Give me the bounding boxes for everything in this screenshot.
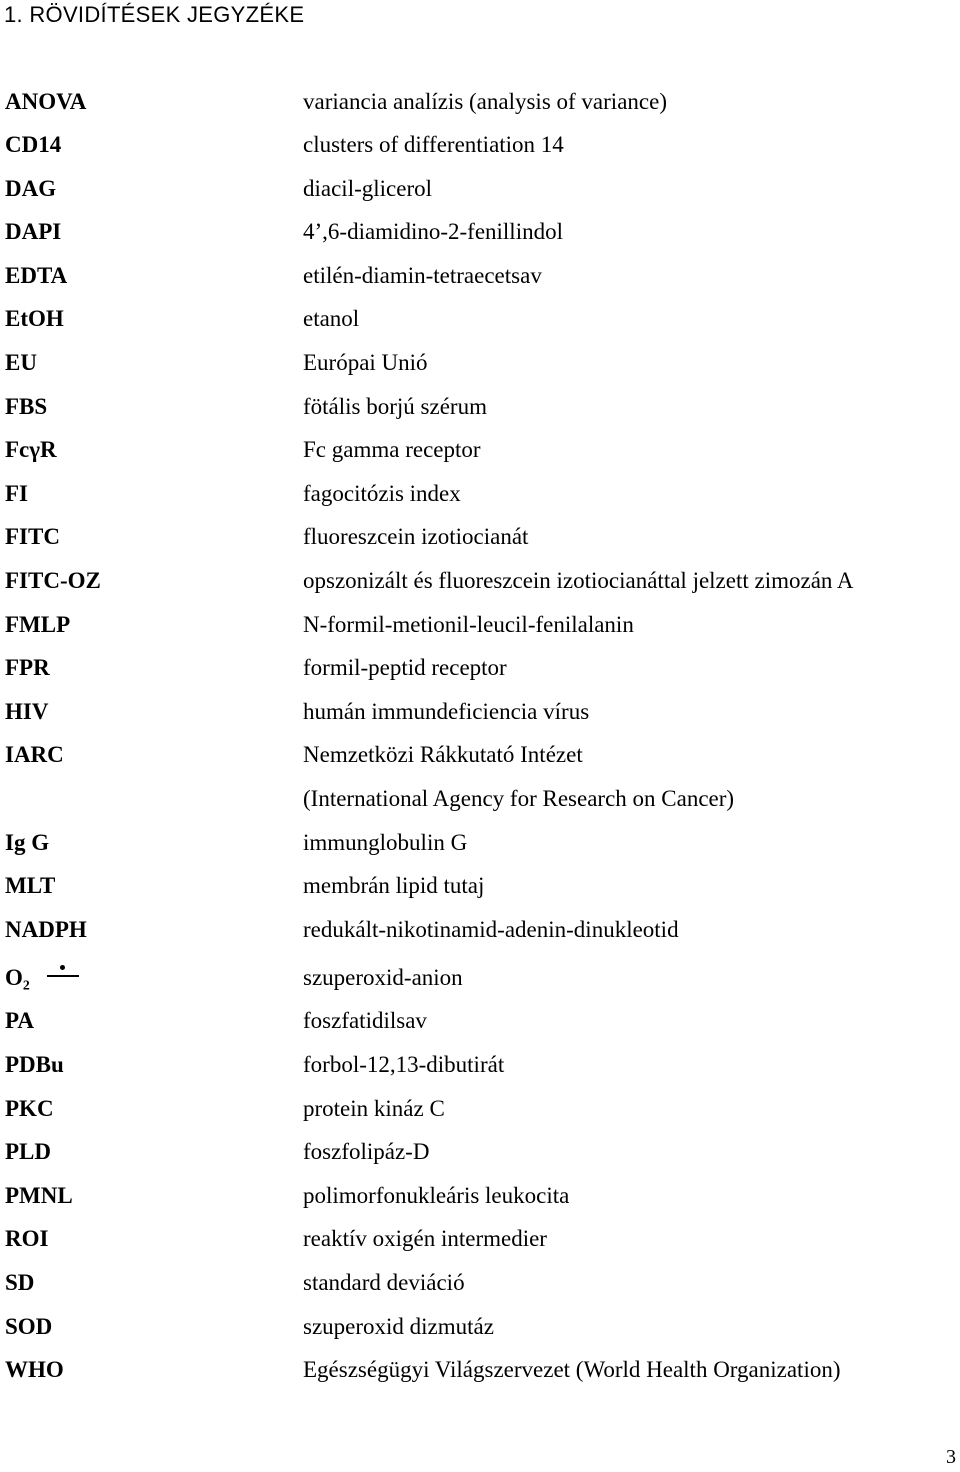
abbreviation-meaning: foszfatidilsav xyxy=(303,1008,427,1033)
list-item xyxy=(0,256,960,296)
abbreviation-meaning: szuperoxid dizmutáz xyxy=(303,1314,494,1339)
abbreviation-meaning: Európai Unió xyxy=(303,350,428,375)
list-item xyxy=(0,1176,960,1216)
list-item xyxy=(0,1132,960,1172)
list-item xyxy=(0,692,960,732)
abbreviation: PA xyxy=(5,1008,34,1033)
abbreviation: EtOH xyxy=(5,306,64,331)
abbreviation-meaning: (International Agency for Research on Cancer) xyxy=(303,786,735,811)
abbreviation-meaning: humán immundeficiencia vírus xyxy=(303,699,590,724)
abbreviation: PDBu xyxy=(5,1052,64,1077)
abbreviation: ROI xyxy=(5,1226,49,1251)
abbreviation: SD xyxy=(5,1270,35,1295)
list-item xyxy=(0,1350,960,1390)
abbreviation: DAG xyxy=(5,176,57,201)
abbreviation: EDTA xyxy=(5,263,68,288)
abbreviation: PKC xyxy=(5,1096,54,1121)
list-item xyxy=(0,474,960,514)
list-item xyxy=(0,82,960,122)
abbreviation-meaning: clusters of differentiation 14 xyxy=(303,132,564,157)
abbreviation-meaning: etanol xyxy=(303,306,360,331)
abbreviation: PMNL xyxy=(5,1183,73,1208)
list-item xyxy=(0,212,960,252)
list-item xyxy=(0,387,960,427)
abbreviation: EU xyxy=(5,350,37,375)
abbreviation-meaning: diacil-glicerol xyxy=(303,176,432,201)
abbreviation: HIV xyxy=(5,699,49,724)
abbreviation-meaning: variancia analízis (analysis of variance) xyxy=(303,89,667,114)
list-item xyxy=(0,561,960,601)
abbreviation: Ig G xyxy=(5,830,50,855)
list-item xyxy=(0,343,960,383)
abbreviation-meaning: N-formil-metionil-leucil-fenilalanin xyxy=(303,612,634,637)
list-item xyxy=(0,430,960,470)
abbreviation-meaning: etilén-diamin-tetraecetsav xyxy=(303,263,542,288)
list-item xyxy=(0,823,960,863)
abbreviation: NADPH xyxy=(5,917,87,942)
abbreviation-meaning: immunglobulin G xyxy=(303,830,468,855)
abbreviation: PLD xyxy=(5,1139,51,1164)
abbreviation-meaning: formil-peptid receptor xyxy=(303,655,507,680)
abbreviation-meaning: membrán lipid tutaj xyxy=(303,873,485,898)
abbreviation-meaning: Egészségügyi Világszervezet (World Health Organization) xyxy=(303,1357,841,1382)
abbreviation-meaning: opszonizált és fluoreszcein izotiocianáttal jelzett zimozán A xyxy=(303,568,854,593)
abbreviation-meaning: fluoreszcein izotiocianát xyxy=(303,524,529,549)
page-number: 3 xyxy=(946,1446,956,1468)
abbreviation: FITC-OZ xyxy=(5,568,101,593)
list-item xyxy=(0,958,960,998)
list-item xyxy=(0,1001,960,1041)
list-item xyxy=(0,735,960,775)
abbreviation: DAPI xyxy=(5,219,62,244)
list-item xyxy=(0,299,960,339)
list-item xyxy=(0,517,960,557)
list-item xyxy=(0,910,960,950)
abbreviation: FBS xyxy=(5,394,48,419)
list-item xyxy=(0,648,960,688)
list-item xyxy=(0,1307,960,1347)
abbreviation: FPR xyxy=(5,655,50,680)
list-item xyxy=(0,866,960,906)
abbreviation-meaning: polimorfonukleáris leukocita xyxy=(303,1183,570,1208)
abbreviation: CD14 xyxy=(5,132,62,157)
abbreviation-meaning: fagocitózis index xyxy=(303,481,461,506)
abbreviation: ANOVA xyxy=(5,89,87,114)
abbreviation-meaning: protein kináz C xyxy=(303,1096,445,1121)
abbreviation-meaning: szuperoxid-anion xyxy=(303,965,463,990)
abbreviation-meaning: foszfolipáz-D xyxy=(303,1139,430,1164)
abbreviation: O₂ xyxy=(5,965,30,990)
abbreviation: FcγR xyxy=(5,437,57,462)
list-item xyxy=(0,779,960,819)
abbreviation: SOD xyxy=(5,1314,53,1339)
page-title: 1. RÖVIDÍTÉSEK JEGYZÉKE xyxy=(4,2,305,27)
abbreviation-meaning: 4’,6-diamidino-2-fenillindol xyxy=(303,219,563,244)
list-item xyxy=(0,1045,960,1085)
abbreviation-meaning: standard deviáció xyxy=(303,1270,465,1295)
abbreviation: FMLP xyxy=(5,612,71,637)
abbreviation-meaning: Nemzetközi Rákkutató Intézet xyxy=(303,742,583,767)
list-item xyxy=(0,605,960,645)
list-item xyxy=(0,125,960,165)
abbreviation: IARC xyxy=(5,742,64,767)
abbreviation: FI xyxy=(5,481,28,506)
abbreviation-meaning: Fc gamma receptor xyxy=(303,437,481,462)
list-item xyxy=(0,1219,960,1259)
abbreviation-meaning: reaktív oxigén intermedier xyxy=(303,1226,547,1251)
list-item xyxy=(0,1089,960,1129)
abbreviation-meaning: forbol-12,13-dibutirát xyxy=(303,1052,505,1077)
abbreviation: MLT xyxy=(5,873,56,898)
list-item xyxy=(0,1263,960,1303)
abbreviation-meaning: fötális borjú szérum xyxy=(303,394,487,419)
radical-dot-icon xyxy=(45,961,81,985)
abbreviation-meaning: redukált-nikotinamid-adenin-dinukleotid xyxy=(303,917,679,942)
abbreviation: WHO xyxy=(5,1357,64,1382)
list-item xyxy=(0,169,960,209)
abbreviation: FITC xyxy=(5,524,60,549)
